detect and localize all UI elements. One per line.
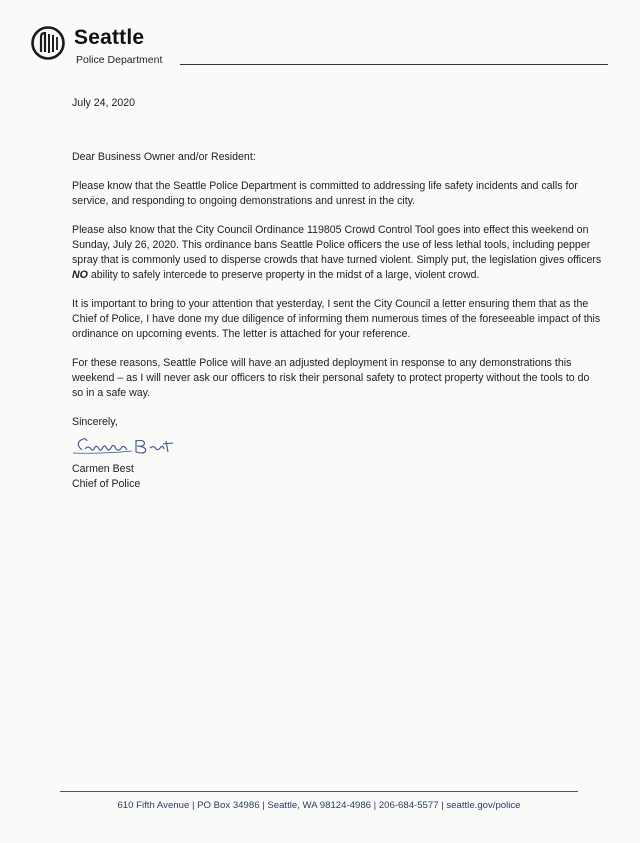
signer-name: Carmen Best	[72, 463, 134, 475]
paragraph-2-emphasis: NO	[72, 269, 88, 281]
footer-address: 610 Fifth Avenue | PO Box 34986 | Seattle, WA 98124-4986 | 206-684-5577 | seattle.gov/police	[117, 800, 521, 811]
city-seal-icon	[30, 24, 66, 62]
paragraph-2-start: Please also know that the City Council Ordinance 119805 Crowd Control Tool goes into effect this weekend on Sunday, July 26, 2020. This ordinance bans Seattle Police officers the use of less lethal tools, including pepper spray that is commonly used to disperse crowds that have turned violent. Simply put, the legislation gives officers	[72, 224, 602, 266]
footer-rule	[60, 791, 578, 792]
salutation: Dear Business Owner and/or Resident:	[72, 151, 256, 163]
paragraph-1: Please know that the Seattle Police Department is committed to addressing life safety incidents and calls for service, and responding to ongoing demonstrations and unrest in the city.	[72, 180, 578, 207]
paragraph-4: For these reasons, Seattle Police will have an adjusted deployment in response to any demonstrations this weekend – as I will never ask our officers to risk their personal safety to protect property without the tools to do so in a safe way.	[72, 357, 590, 399]
paragraph-3: It is important to bring to your attention that yesterday, I sent the City Council a letter ensuring them that as the Chief of Police, I have done my due diligence of informing them numerous times of the foreseeable impact of this ordinance on upcoming events. The letter is attached for your reference.	[72, 298, 601, 340]
letterhead-rule	[180, 64, 608, 65]
handwritten-signature	[72, 432, 192, 460]
closing: Sincerely,	[72, 416, 118, 428]
signer-title: Chief of Police	[72, 478, 141, 490]
city-name: Seattle	[74, 26, 145, 49]
department-name: Police Department	[76, 54, 163, 66]
letter-date: July 24, 2020	[72, 97, 136, 109]
paragraph-2-end: ability to safely intercede to preserve property in the midst of a large, violent crowd.	[87, 269, 480, 281]
letter-body	[72, 96, 602, 492]
paragraph-2	[72, 223, 602, 283]
letterhead	[30, 22, 610, 70]
